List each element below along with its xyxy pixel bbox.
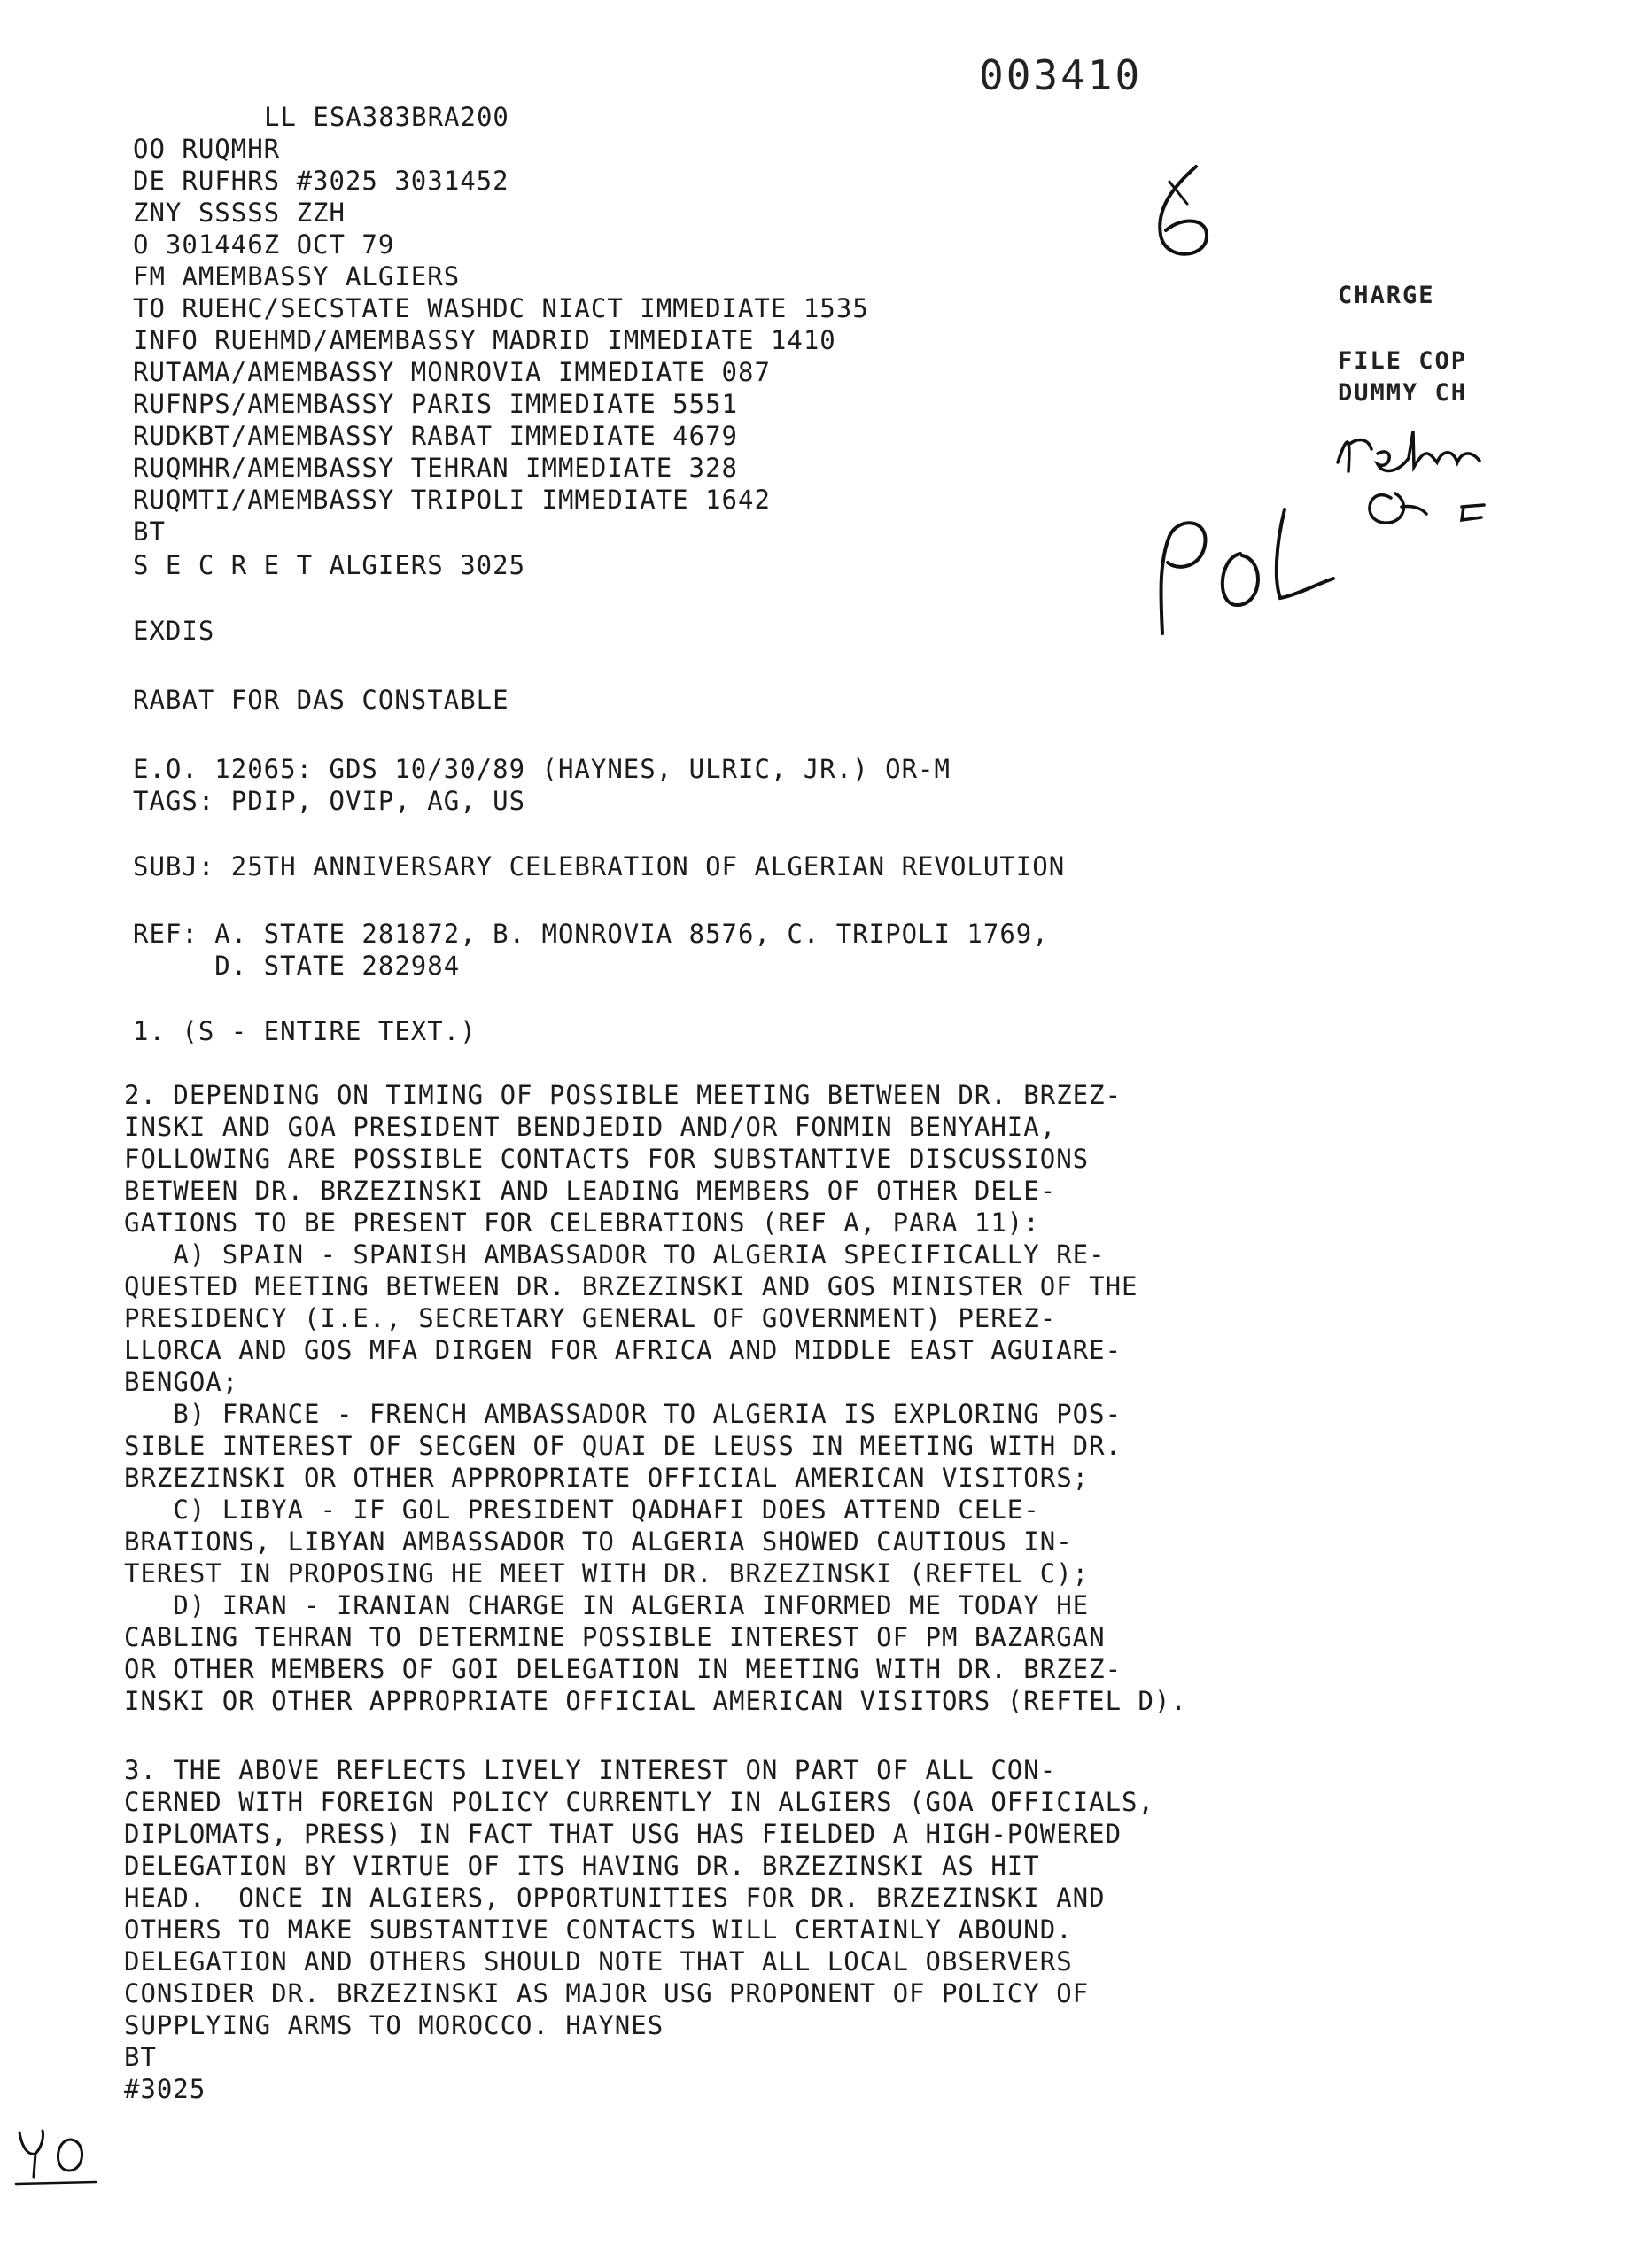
paragraph-2-line: INSKI AND GOA PRESIDENT BENDJEDID AND/OR FONMIN BENYAHIA, (124, 1112, 1057, 1142)
paragraph-2-line: SIBLE INTEREST OF SECGEN OF QUAI DE LEUSS IN MEETING WITH DR. (124, 1431, 1122, 1461)
footer-line: #3025 (124, 2074, 206, 2104)
paragraph-3-line: HEAD. ONCE IN ALGIERS, OPPORTUNITIES FOR DR. BRZEZINSKI AND (124, 1883, 1106, 1913)
header-line: RUDKBT/AMEMBASSY RABAT IMMEDIATE 4679 (133, 421, 739, 451)
paragraph-2-line: PRESIDENCY (I.E., SECRETARY GENERAL OF GOVERNMENT) PEREZ- (124, 1303, 1057, 1333)
paragraph-2-line: INSKI OR OTHER APPROPRIATE OFFICIAL AMERICAN VISITORS (REFTEL D). (124, 1686, 1187, 1716)
paragraph-2-line: FOLLOWING ARE POSSIBLE CONTACTS FOR SUBSTANTIVE DISCUSSIONS (124, 1144, 1090, 1174)
exdis-line: EXDIS (133, 616, 215, 646)
paragraph-2-line: QUESTED MEETING BETWEEN DR. BRZEZINSKI AND GOS MINISTER OF THE (124, 1271, 1138, 1301)
side-label-file-copy: FILE COP (1338, 347, 1468, 375)
paragraph-2-line: BRATIONS, LIBYAN AMBASSADOR TO ALGERIA SHOWED CAUTIOUS IN- (124, 1526, 1073, 1557)
paragraph-1: 1. (S - ENTIRE TEXT.) (133, 1016, 477, 1046)
paragraph-2-line: CABLING TEHRAN TO DETERMINE POSSIBLE INTEREST OF PM BAZARGAN (124, 1622, 1106, 1652)
paragraph-2-line: BETWEEN DR. BRZEZINSKI AND LEADING MEMBERS OF OTHER DELE- (124, 1176, 1057, 1206)
ref-line: REF: A. STATE 281872, B. MONROVIA 8576, C. TRIPOLI 1769, (133, 919, 1049, 949)
subject-line: SUBJ: 25TH ANNIVERSARY CELEBRATION OF ALGERIAN REVOLUTION (133, 851, 1066, 882)
handwritten-six-glyph (1134, 159, 1240, 275)
header-line: OO RUQMHR (133, 134, 281, 164)
paragraph-3-line: OTHERS TO MAKE SUBSTANTIVE CONTACTS WILL CERTAINLY ABOUND. (124, 1915, 1073, 1945)
handwritten-pol-glyph (1143, 492, 1347, 642)
header-line: RUFNPS/AMEMBASSY PARIS IMMEDIATE 5551 (133, 389, 739, 419)
handwritten-return-glyph (1329, 409, 1524, 533)
paragraph-2-line: BRZEZINSKI OR OTHER APPROPRIATE OFFICIAL AMERICAN VISITORS; (124, 1463, 1090, 1493)
header-line: TO RUEHC/SECSTATE WASHDC NIACT IMMEDIATE 1535 (133, 293, 869, 323)
paragraph-2-line: LLORCA AND GOS MFA DIRGEN FOR AFRICA AND MIDDLE EAST AGUIARE- (124, 1335, 1122, 1365)
paragraph-3-line: DELEGATION BY VIRTUE OF ITS HAVING DR. BRZEZINSKI AS HIT (124, 1851, 1040, 1881)
handwritten-return-note (1329, 409, 1524, 537)
header-line: RUQMTI/AMEMBASSY TRIPOLI IMMEDIATE 1642 (133, 485, 771, 515)
header-line: BT (133, 517, 166, 547)
side-label-dummy: DUMMY CH (1338, 379, 1468, 407)
paragraph-2-line: OR OTHER MEMBERS OF GOI DELEGATION IN MEETING WITH DR. BRZEZ- (124, 1654, 1122, 1684)
document-number: 003410 (979, 51, 1143, 99)
paragraph-3-line: CERNED WITH FOREIGN POLICY CURRENTLY IN ALGIERS (GOA OFFICIALS, (124, 1787, 1154, 1817)
header-line: DE RUFHRS #3025 3031452 (133, 166, 509, 196)
handwritten-pol (1143, 492, 1347, 646)
header-line: LL ESA383BRA200 (264, 102, 509, 132)
paragraph-2-line: A) SPAIN - SPANISH AMBASSADOR TO ALGERIA SPECIFICALLY RE- (124, 1239, 1106, 1270)
header-line: ZNY SSSSS ZZH (133, 198, 346, 228)
paragraph-3-line: DELEGATION AND OTHERS SHOULD NOTE THAT ALL LOCAL OBSERVERS (124, 1946, 1073, 1977)
handwritten-margin-mark (9, 2122, 106, 2196)
handwritten-margin-glyph (9, 2122, 106, 2193)
eo-line: E.O. 12065: GDS 10/30/89 (HAYNES, ULRIC, JR.) OR-M (133, 754, 951, 784)
paragraph-2-line: 2. DEPENDING ON TIMING OF POSSIBLE MEETING BETWEEN DR. BRZEZ- (124, 1080, 1122, 1110)
paragraph-2-line: B) FRANCE - FRENCH AMBASSADOR TO ALGERIA IS EXPLORING POS- (124, 1399, 1122, 1429)
paragraph-3-line: SUPPLYING ARMS TO MOROCCO. HAYNES (124, 2010, 664, 2040)
paragraph-3-line: CONSIDER DR. BRZEZINSKI AS MAJOR USG PROPONENT OF POLICY OF (124, 1978, 1090, 2008)
paragraph-2-line: TEREST IN PROPOSING HE MEET WITH DR. BRZEZINSKI (REFTEL C); (124, 1558, 1090, 1588)
footer-line: BT (124, 2042, 157, 2072)
handwritten-number (1134, 159, 1240, 278)
header-line: RUQMHR/AMEMBASSY TEHRAN IMMEDIATE 328 (133, 453, 739, 483)
paragraph-2-line: GATIONS TO BE PRESENT FOR CELEBRATIONS (REF A, PARA 11): (124, 1208, 1040, 1238)
header-line: INFO RUEHMD/AMEMBASSY MADRID IMMEDIATE 1410 (133, 325, 836, 355)
rabat-line: RABAT FOR DAS CONSTABLE (133, 685, 509, 715)
tags-line: TAGS: PDIP, OVIP, AG, US (133, 786, 526, 816)
paragraph-3-line: DIPLOMATS, PRESS) IN FACT THAT USG HAS FIELDED A HIGH-POWERED (124, 1819, 1122, 1849)
ref-line: D. STATE 282984 (133, 951, 461, 981)
classification-line: S E C R E T ALGIERS 3025 (133, 550, 526, 580)
paragraph-2-line: BENGOA; (124, 1367, 239, 1397)
header-line: RUTAMA/AMEMBASSY MONROVIA IMMEDIATE 087 (133, 357, 771, 387)
side-label-charge: CHARGE (1338, 282, 1435, 309)
paragraph-3-line: 3. THE ABOVE REFLECTS LIVELY INTEREST ON PART OF ALL CON- (124, 1755, 1057, 1785)
paragraph-2-line: D) IRAN - IRANIAN CHARGE IN ALGERIA INFORMED ME TODAY HE (124, 1590, 1090, 1620)
header-line: FM AMEMBASSY ALGIERS (133, 261, 461, 291)
paragraph-2-line: C) LIBYA - IF GOL PRESIDENT QADHAFI DOES ATTEND CELE- (124, 1495, 1040, 1525)
header-line: O 301446Z OCT 79 (133, 229, 395, 260)
